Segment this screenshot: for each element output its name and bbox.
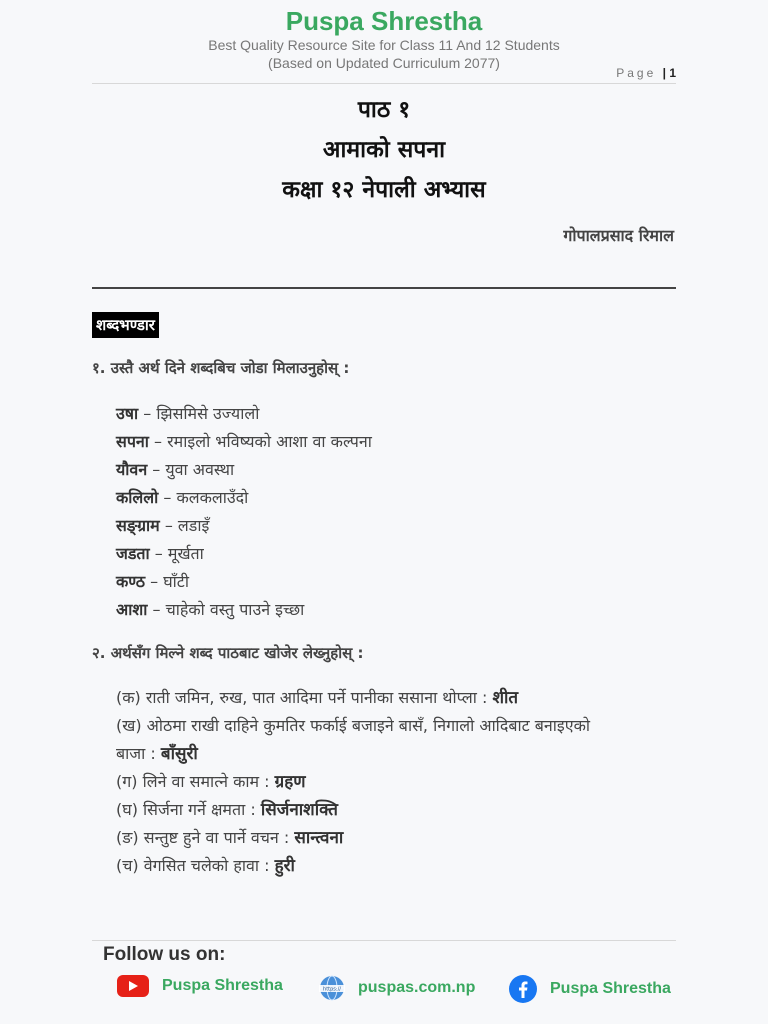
section-badge: शब्दभण्डार: [92, 312, 159, 338]
lesson-number: पाठ १: [357, 97, 411, 123]
facebook-link[interactable]: [508, 974, 671, 1004]
answer-item: (ङ) सन्तुष्ट हुने वा पार्ने वचन : सान्त्वना: [116, 828, 344, 848]
question-1-heading: १. उस्तै अर्थ दिने शब्दबिच जोडा मिलाउनुहोस् :: [92, 359, 350, 377]
question-2-heading: २. अर्थसँग मिल्ने शब्द पाठबाट खोजेर लेख्नुहोस् :: [92, 644, 364, 662]
answer-item: (क) राती जमिन, रुख, पात आदिमा पर्ने पानीका ससाना थोप्ला : शीत: [116, 688, 519, 708]
youtube-link[interactable]: [116, 974, 283, 998]
vocab-list: [116, 400, 372, 624]
vocab-item: कलिलो – कलकलाउँदो: [116, 488, 249, 507]
vocab-item: कण्ठ – घाँटी: [116, 572, 189, 591]
vocab-item: सङ्ग्राम – लडाइँ: [116, 516, 210, 535]
page-number: Page | 1: [616, 66, 676, 80]
lesson-name: आमाको सपना: [322, 137, 446, 163]
answer-list: [116, 684, 676, 880]
brand-tagline: Best Quality Resource Site for Class 11 And 12 Students: [208, 37, 560, 53]
author-name: गोपालप्रसाद रिमाल: [563, 226, 674, 245]
facebook-icon: [508, 974, 538, 1004]
globe-icon: [318, 974, 346, 1002]
youtube-label[interactable]: Puspa Shrestha: [162, 977, 283, 994]
vocab-item: सपना – रमाइलो भविष्यको आशा वा कल्पना: [116, 432, 372, 451]
youtube-icon: [116, 974, 150, 998]
header-divider: [92, 83, 676, 84]
facebook-label[interactable]: Puspa Shrestha: [550, 980, 671, 997]
page-header: [0, 0, 768, 72]
lesson-title: [92, 90, 676, 210]
vocab-item: जडता – मूर्खता: [116, 544, 204, 563]
globe-text: https://: [323, 986, 341, 993]
title-divider: [92, 287, 676, 289]
answer-item: बाजा : बाँसुरी: [116, 744, 198, 764]
curriculum-note: (Based on Updated Curriculum 2077): [268, 55, 500, 71]
vocab-item: आशा – चाहेको वस्तु पाउने इच्छा: [116, 600, 305, 619]
answer-item: (ख) ओठमा राखी दाहिने कुमतिर फर्काई बजाइने बासँ, निगालो आदिबाट बनाइएको: [116, 716, 591, 735]
answer-item: (घ) सिर्जना गर्ने क्षमता : सिर्जनाशक्ति: [116, 800, 338, 820]
brand-title: Puspa Shrestha: [285, 6, 483, 36]
answer-item: (च) वेगसित चलेको हावा : हुरी: [116, 856, 295, 876]
website-link[interactable]: [318, 974, 475, 1002]
follow-label: Follow us on:: [103, 944, 226, 965]
answer-item: (ग) लिने वा समात्ने काम : ग्रहण: [116, 772, 306, 792]
vocab-item: यौवन – युवा अवस्था: [116, 460, 235, 479]
footer-divider: [92, 940, 676, 941]
website-label[interactable]: puspas.com.np: [358, 979, 476, 996]
vocab-item: उषा – झिसमिसे उज्यालो: [116, 404, 260, 423]
lesson-subtitle: कक्षा १२ नेपाली अभ्यास: [282, 177, 486, 203]
